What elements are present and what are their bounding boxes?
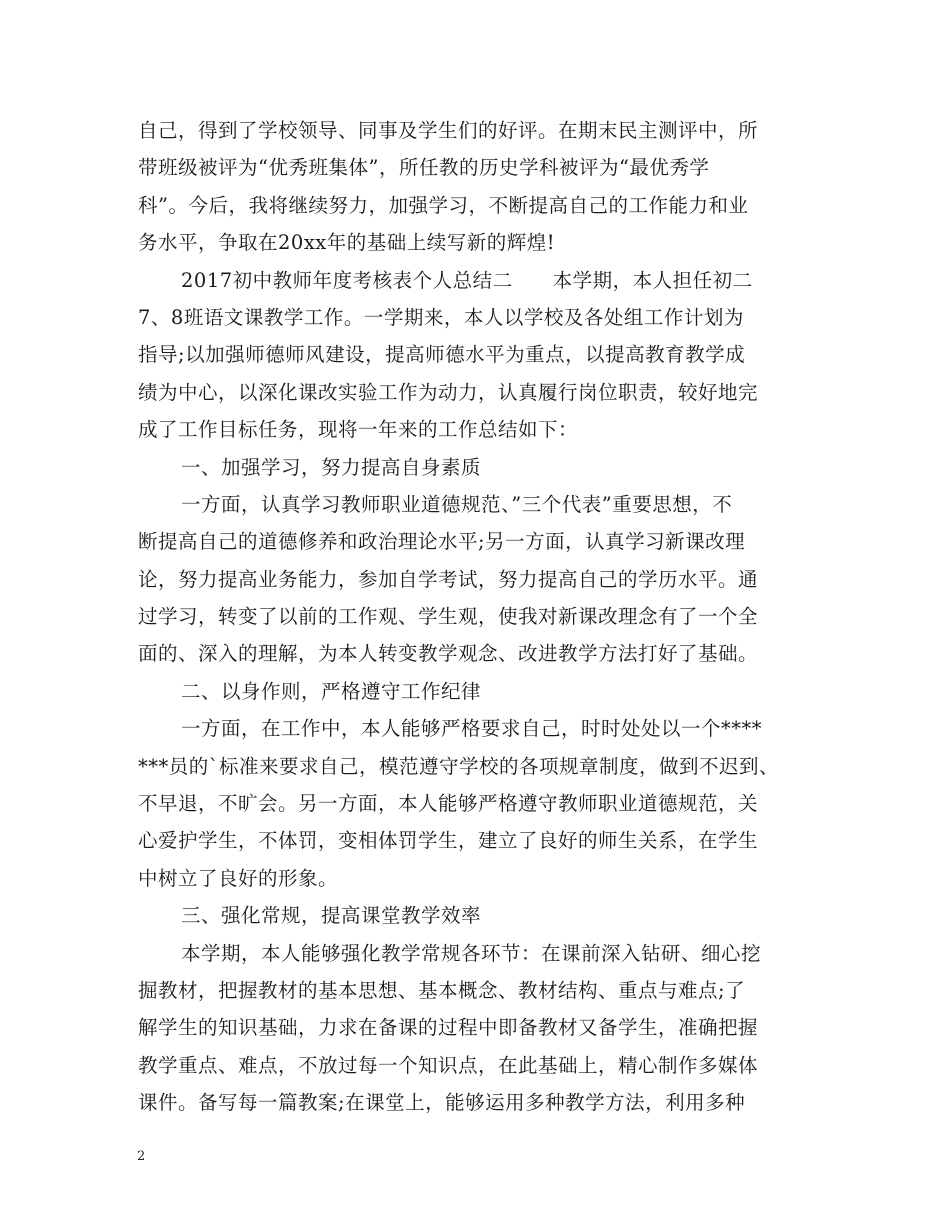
text-line: 解学生的知识基础，力求在备课的过程中即备教材又备学生，准确把握	[138, 1016, 759, 1040]
text-line: 指导;以加强师德师风建设，提高师德水平为重点，以提高教育教学成	[138, 343, 746, 367]
text-line: 不早退，不旷会。另一方面，本人能够严格遵守教师职业道德规范，关	[138, 792, 759, 816]
text-line: 带班级被评为“优秀班集体”，所任教的历史学科被评为“最优秀学	[138, 156, 710, 180]
text-line: 2017初中教师年度考核表个人总结二 本学期，本人担任初二	[181, 268, 753, 292]
text-line: 掘教材，把握教材的基本思想、基本概念、教材结构、重点与难点;了	[138, 978, 746, 1002]
text-line: 中树立了良好的形象。	[138, 866, 339, 890]
text-line: 自己，得到了学校领导、同事及学生们的好评。在期末民主测评中，所	[138, 119, 759, 142]
text-line: ***员的`标准来要求自己，模范遵守学校的各项规章制度，做到不迟到、	[138, 754, 780, 778]
text-line: 本学期，本人能够强化教学常规各环节：在课前深入钻研、细心挖	[181, 941, 762, 965]
text-line: 务水平，争取在20xx年的基础上续写新的辉煌!	[138, 231, 556, 255]
section-heading: 一、加强学习，努力提高自身素质	[181, 455, 482, 479]
section-heading: 二、以身作则，严格遵守工作纪律	[181, 679, 482, 703]
text-line: 过学习，转变了以前的工作观、学生观，使我对新课改理念有了一个全	[138, 605, 759, 629]
text-line: 一方面，在工作中，本人能够严格要求自己，时时处处以一个****	[181, 717, 763, 741]
text-line: 面的、深入的理解，为本人转变教学观念、改进教学方法打好了基础。	[138, 642, 759, 666]
text-line: 心爱护学生，不体罚，变相体罚学生，建立了良好的师生关系，在学生	[138, 829, 759, 853]
text-line: 教学重点、难点，不放过每一个知识点，在此基础上，精心制作多媒体	[138, 1053, 759, 1077]
text-line: 课件。备写每一篇教案;在课堂上，能够运用多种教学方法，利用多种	[138, 1091, 746, 1115]
body-text	[138, 112, 818, 1122]
text-line: 绩为中心，以深化课改实验工作为动力，认真履行岗位职责，较好地完	[138, 380, 759, 404]
text-line: 论，努力提高业务能力，参加自学考试，努力提高自己的学历水平。通	[138, 567, 759, 591]
text-line: 断提高自己的道德修养和政治理论水平;另一方面，认真学习新课改理	[138, 530, 746, 554]
text-line: 成了工作目标任务，现将一年来的工作总结如下：	[138, 418, 579, 442]
text-line: 7、8班语文课教学工作。一学期来，本人以学校及各处组工作计划为	[138, 305, 744, 329]
text-line: 一方面，认真学习教师职业道德规范、”三个代表”重要思想，不	[181, 492, 733, 516]
section-heading: 三、强化常规，提高课堂教学效率	[181, 904, 482, 928]
text-line: 科”。今后，我将继续努力，加强学习，不断提高自己的工作能力和业	[138, 193, 749, 217]
page-number: 2	[137, 1149, 146, 1164]
